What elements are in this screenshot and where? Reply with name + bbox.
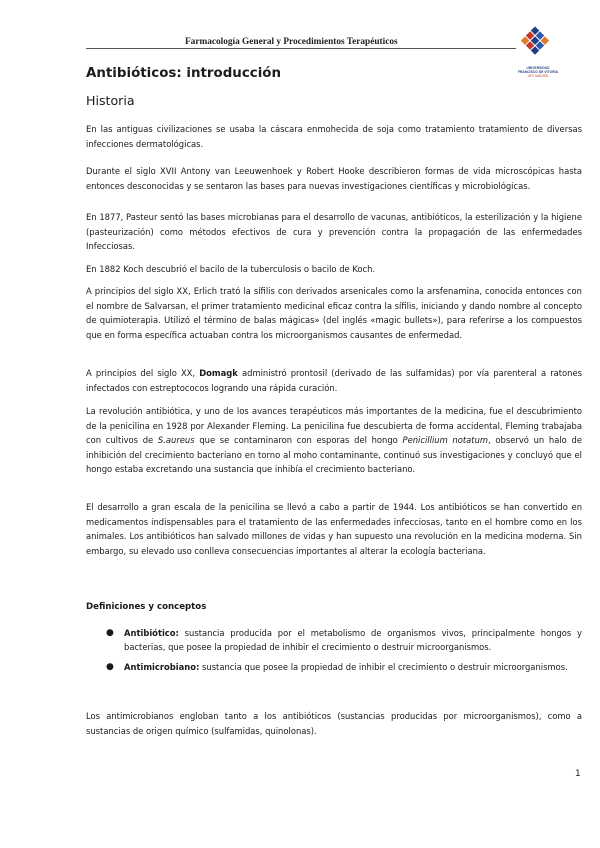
paragraph (86, 404, 582, 477)
definition-term: Antimicrobiano: (124, 661, 200, 672)
paragraph: A principios del siglo XX, Erlich trató la sífilis con derivados arsenicales como la arsfenamina, conocida entonces con el nombre de Salvarsan, el primer tratamiento medicinal eficaz contra la sífilis, iniciando y dando nombre al concepto de quimioterapia. Utilizó el término de balas mágicas» (del inglés «magic bullets»), para referirse a los compuestos que en forma específica actuaban contra los microorganismos causantes de enfermedad. (86, 286, 582, 340)
logo-text-line-1: UNIVERSIDAD (526, 66, 550, 70)
definitions-list (86, 626, 582, 679)
section-heading: Historia (86, 93, 135, 108)
document-body (86, 66, 583, 736)
university-logo-icon (510, 17, 560, 67)
paragraph-text: A principios del siglo XX, (86, 368, 200, 378)
bullet-icon: ● (106, 661, 114, 672)
subsection-heading: Definiciones y conceptos (86, 602, 207, 612)
paragraph: En 1877, Pasteur sentó las bases microbianas para el desarrollo de vacunas, antibióticos, la esterilización y la higiene (pasteurización) como métodos efectivos de cura y prevención contra la propagación de las enfermedades Infecciosas. (86, 212, 582, 252)
definition-text: sustancia que posee la propiedad de inhibir el crecimiento o destruir microorganismos. (199, 661, 568, 672)
logo-text-line-3: UFV MADRID (527, 74, 549, 78)
paragraph: En las antiguas civilizaciones se usaba la cáscara enmohecida de soja como tratamiento tratamiento de diversas infecciones dermatológicas. (86, 124, 582, 149)
logo-text-line-2: FRANCISCO DE VITORIA (517, 70, 559, 74)
definition-text: sustancia producida por el metabolismo de organismos vivos, principalmente hongos y bacterias, que posee la propiedad de inhibir el crecimiento o destruir microorganismos. (124, 628, 582, 653)
header-title: Farmacología General y Procedimientos Terapéuticos (185, 37, 398, 47)
document-title: Antibióticos: introducción (86, 66, 282, 81)
paragraph: En 1882 Koch descubrió el bacilo de la tuberculosis o bacilo de Koch. (86, 264, 376, 274)
paragraph: Los antimicrobianos engloban tanto a los antibióticos (sustancias producidas por microorganismos), como a sustancias de origen químico (sulfamidas, quinolonas). (86, 711, 582, 736)
paragraph-text: administró prontosil (derivado de las sulfamidas) por vía parenteral a ratones infectados con estreptococos logrando una rápida curación. (86, 368, 583, 393)
italic-species: S.aureus (157, 435, 195, 446)
bullet-icon: ● (106, 628, 114, 638)
italic-species: Penicillium notatum (402, 435, 489, 446)
bold-name: Domagk (199, 368, 238, 378)
page-number: 1 (575, 769, 581, 779)
list-item (106, 626, 582, 655)
list-item (106, 660, 582, 674)
header-divider (86, 48, 516, 49)
paragraph-text: La revolución antibiótica, y uno de los avances terapéuticos más importantes de la medicina, fue el descubrimiento de la penicilina en 1928 por Alexander Fleming. La penicilina fue descubierta de forma accidental, Fleming trabajaba con cultivos de (86, 406, 582, 446)
paragraph (86, 366, 582, 395)
paragraph-text: que se contaminaron con esporas del hongo (194, 435, 403, 446)
paragraph: El desarrollo a gran escala de la penicilina se llevó a cabo a partir de 1944. Los antibióticos se han convertido en medicamentos indispensables para el tratamiento de las enfermedades infecciosas, tanto en el hombre como en los animales. Los antibióticos han salvado millones de vidas y han supuesto una revolución en la medicina moderna. Sin embargo, su elevado uso conlleva consecuencias importantes al alterar la ecología bacteriana. (86, 502, 582, 556)
paragraph-text: , observó un halo de inhibición del crecimiento bacteriano en torno al moho contaminante, continuó sus investigaciones y concluyó que el hongo estaba excretando una sustancia que inhibía el crecimiento bacteriano. (86, 435, 582, 475)
definition-term: Antibiótico: (124, 628, 179, 638)
paragraph: Durante el siglo XVII Antony van Leeuwenhoek y Robert Hooke describieron formas de vida microscópicas hasta entonces desconocidas y se sentaron las bases para nuevas investigaciones científicas y microbiológicas. (86, 166, 582, 191)
